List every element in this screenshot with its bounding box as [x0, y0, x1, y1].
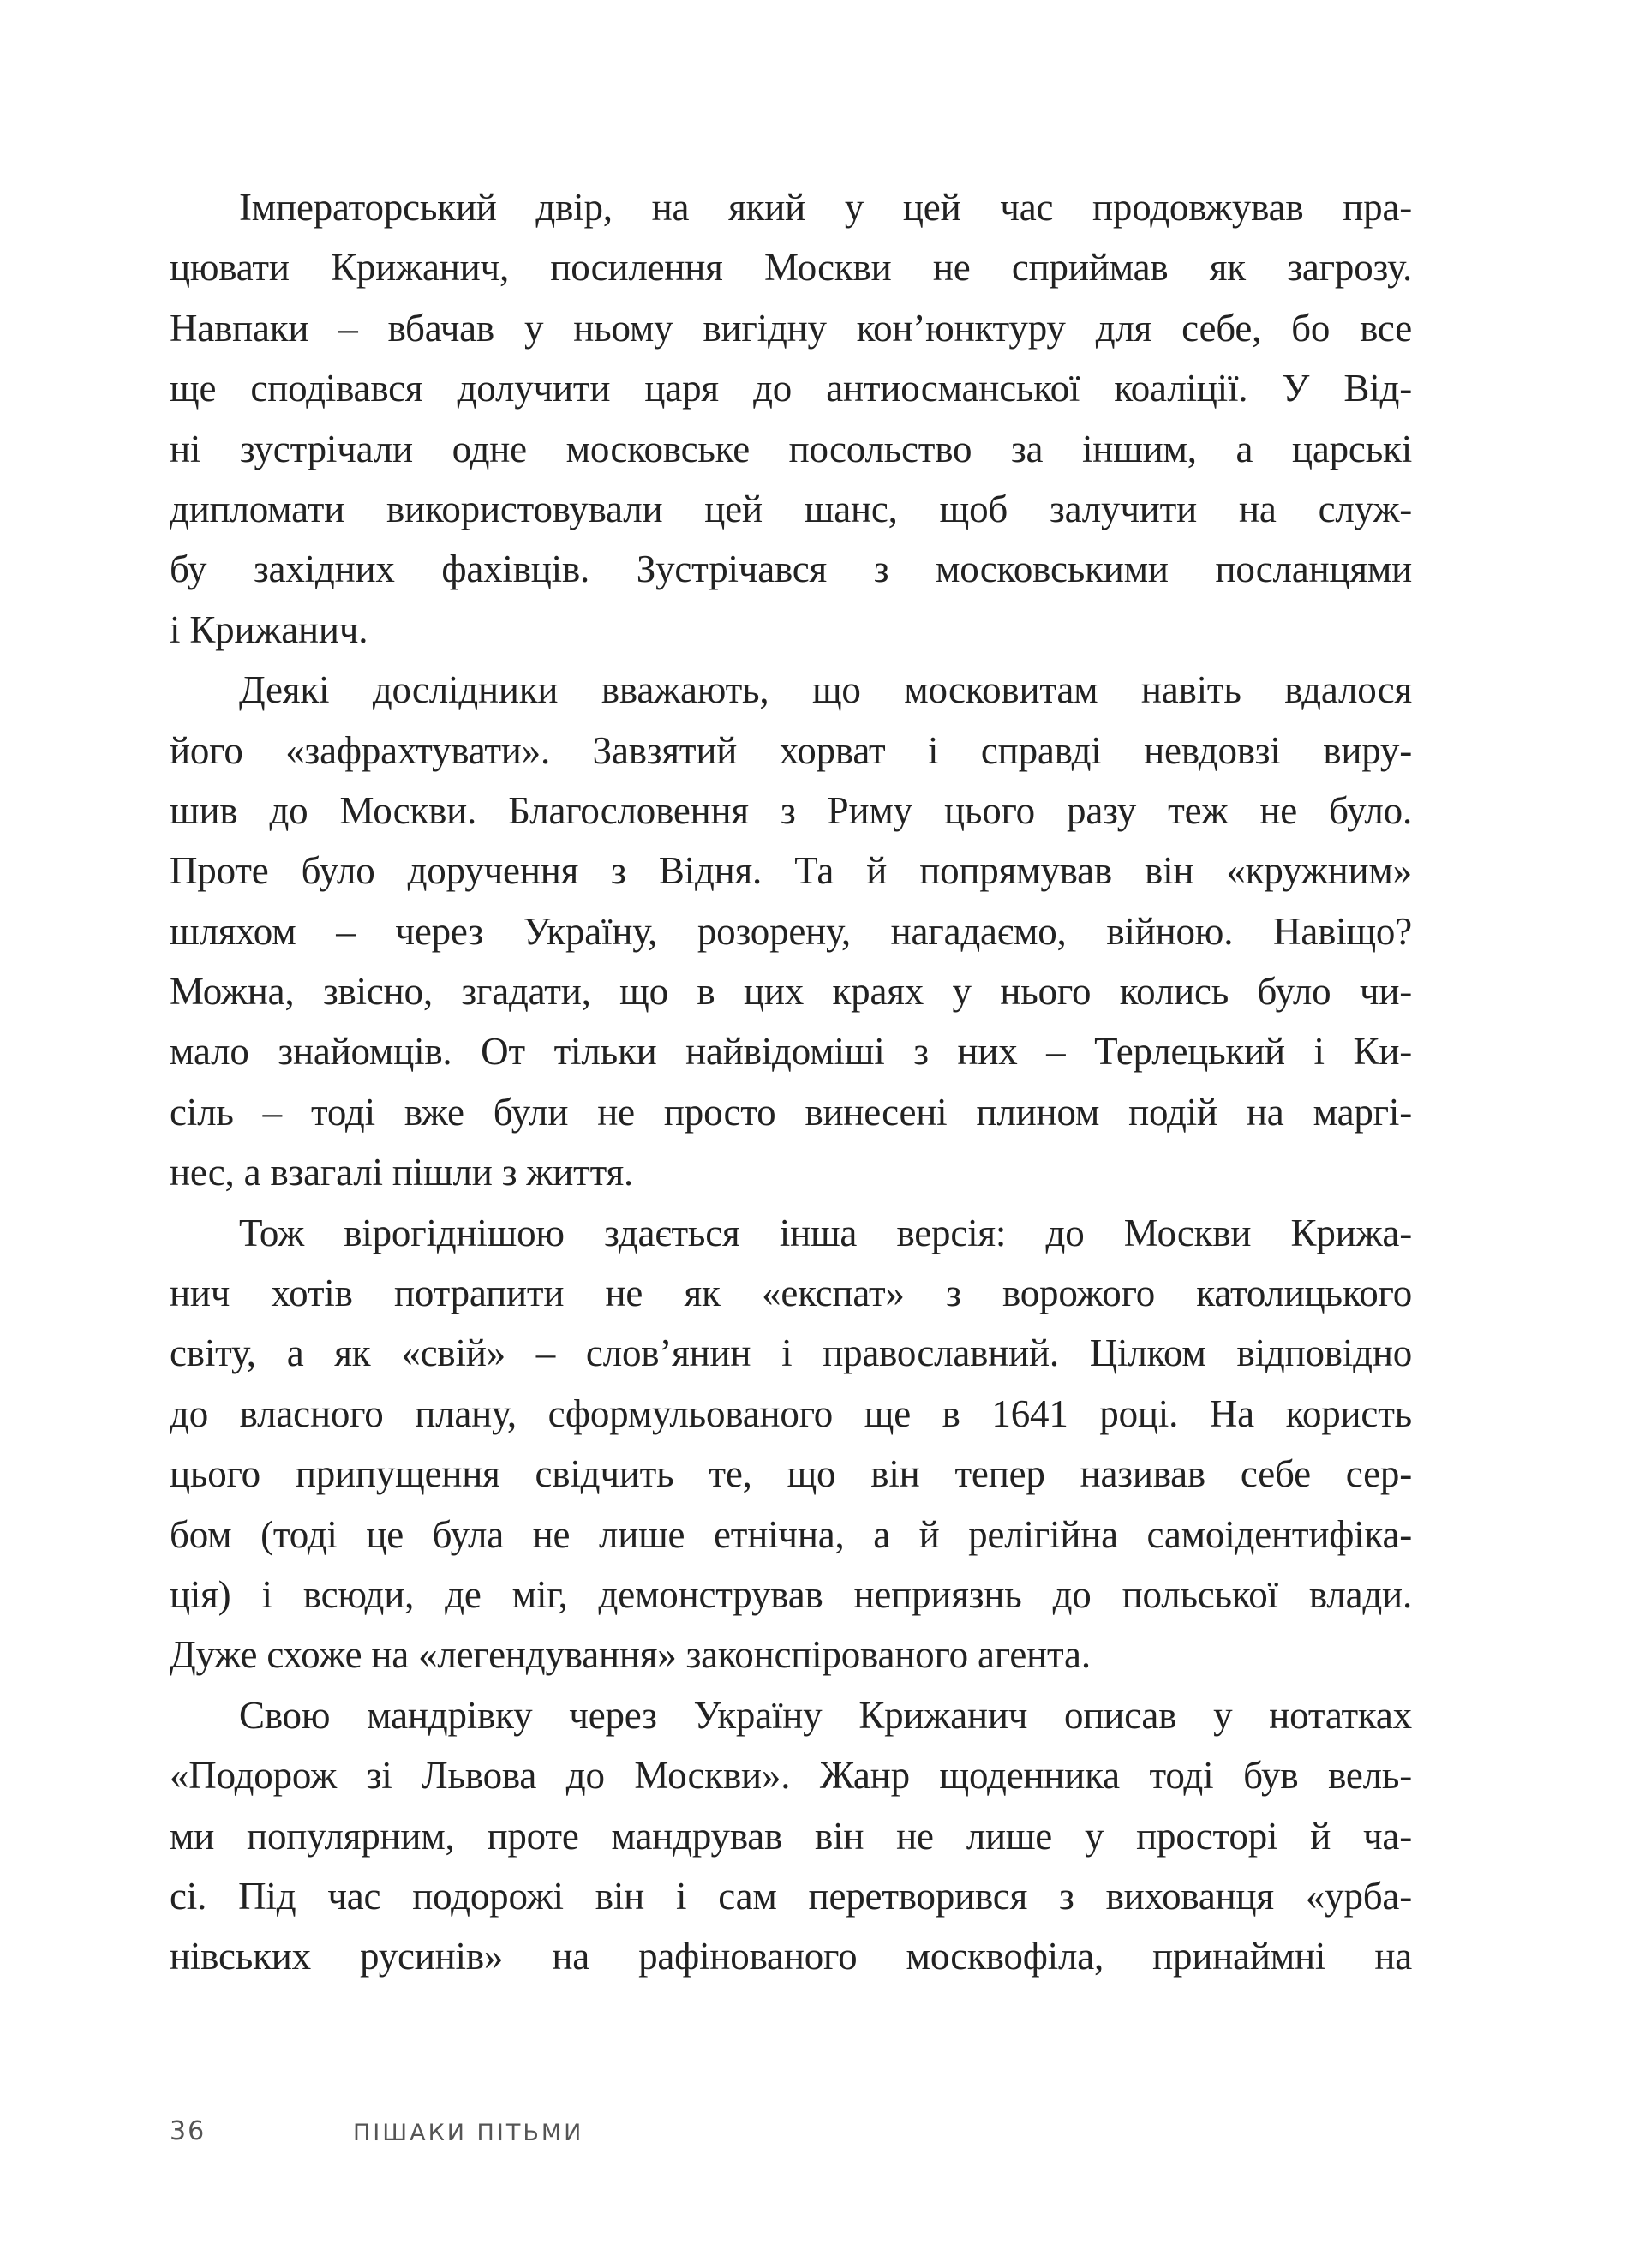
- text-line: цювати Крижанич, посилення Москви не сприймав як загрозу.: [170, 246, 1412, 290]
- text-line: цього припущення свідчить те, що він тепер називав себе сер-: [170, 1452, 1412, 1496]
- text-line: ще сподівався долучити царя до антиосманської коаліції. У Від-: [170, 367, 1412, 410]
- text-line: Проте було доручення з Відня. Та й попрямував він «кружним»: [170, 849, 1412, 893]
- text-line: Дуже схоже на «легендування» законспірованого агента.: [170, 1633, 1091, 1677]
- text-line: мало знайомців. От тільки найвідоміші з них – Терлецький і Ки-: [170, 1030, 1412, 1074]
- text-line: дипломати використовували цей шанс, щоб залучити на служ-: [170, 487, 1412, 530]
- text-line: Свою мандрівку через Україну Крижанич описав у нотатках: [239, 1693, 1412, 1737]
- running-title: ПІШАКИ ПІТЬМИ: [353, 2120, 584, 2146]
- text-line: Імператорський двір, на який у цей час продовжував пра-: [239, 186, 1412, 229]
- text-line: Тож вірогіднішою здається інша версія: до Москви Крижа-: [239, 1211, 1412, 1254]
- text-line: нес, а взагалі пішли з життя.: [170, 1151, 634, 1194]
- text-line: до власного плану, сформульованого ще в 1641 році. На користь: [170, 1391, 1412, 1435]
- text-line: ні зустрічали одне московське посольство за іншим, а царські: [170, 427, 1412, 470]
- text-line: його «зафрахтувати». Завзятий хорват і справді невдовзі виру-: [170, 728, 1412, 772]
- paragraph: [170, 177, 1412, 660]
- text-line: ція) і всюди, де міг, демонстрував неприязнь до польської влади.: [170, 1572, 1412, 1616]
- paragraph: [170, 1685, 1412, 1987]
- text-line: Деякі дослідники вважають, що московитам навіть вдалося: [239, 668, 1412, 712]
- text-line: Можна, звісно, згадати, що в цих краях у нього колись було чи-: [170, 970, 1412, 1014]
- text-line: і Крижанич.: [170, 607, 368, 651]
- text-line: сіль – тоді вже були не просто винесені плином подій на маргі-: [170, 1090, 1412, 1134]
- page-body: [170, 177, 1412, 1987]
- paragraph: [170, 1203, 1412, 1685]
- text-line: Навпаки – вбачав у ньому вигідну кон’юнктуру для себе, бо все: [170, 306, 1412, 350]
- text-line: шляхом – через Україну, розорену, нагадаємо, війною. Навіщо?: [170, 909, 1412, 953]
- page-number: 36: [170, 2116, 206, 2146]
- text-line: бу західних фахівців. Зустрічався з московськими посланцями: [170, 548, 1412, 591]
- paragraph: [170, 660, 1412, 1203]
- text-line: сі. Під час подорожі він і сам перетворився з вихованця «урба-: [170, 1874, 1412, 1918]
- text-line: нич хотів потрапити не як «експат» з ворожого католицького: [170, 1272, 1412, 1315]
- text-line: бом (тоді це була не лише етнічна, а й релігійна самоідентифіка-: [170, 1512, 1412, 1556]
- text-line: ми популярним, проте мандрував він не лише у просторі й ча-: [170, 1814, 1412, 1858]
- text-line: світу, а як «свій» – слов’янин і православний. Цілком відповідно: [170, 1331, 1412, 1375]
- text-line: нівських русинів» на рафінованого москвофіла, принаймні на: [170, 1935, 1412, 1978]
- text-line: шив до Москви. Благословення з Риму цього разу теж не було.: [170, 788, 1412, 832]
- text-line: «Подорож зі Львова до Москви». Жанр щоденника тоді був вель-: [170, 1754, 1412, 1798]
